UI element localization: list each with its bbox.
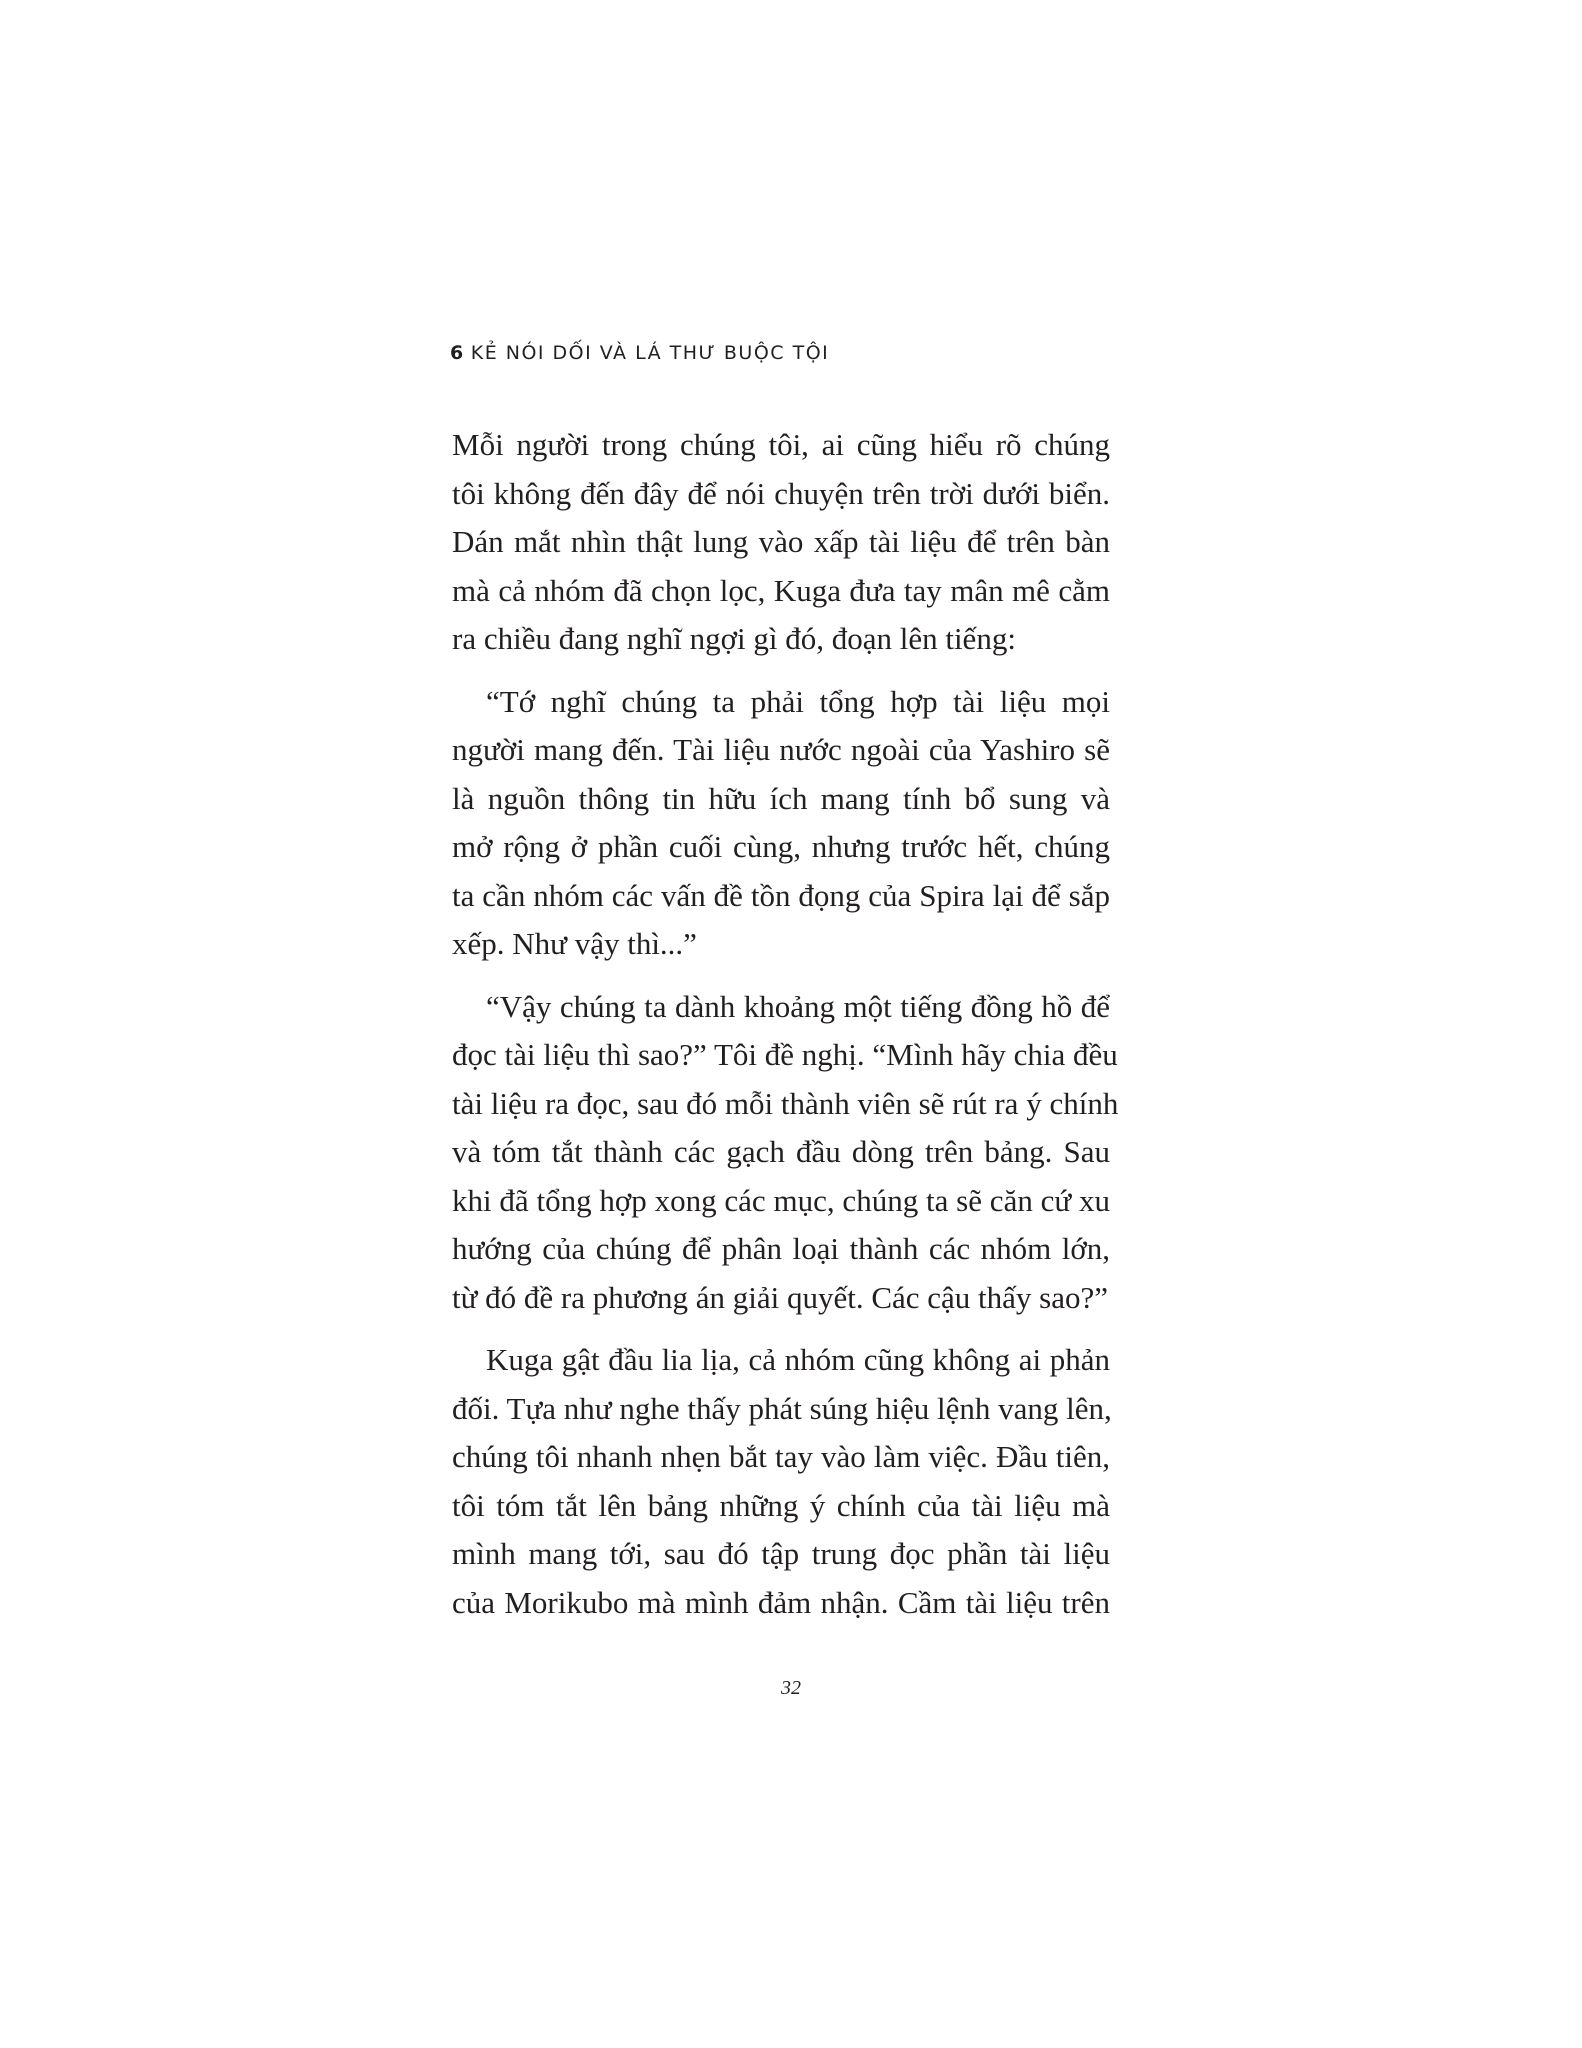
- paragraph-4: [452, 1336, 1110, 1627]
- text-line: của Morikubo mà mình đảm nhận. Cầm tài liệu trên: [452, 1584, 1110, 1620]
- page-number: 32: [781, 1677, 801, 1699]
- text-line: ta cần nhóm các vấn đề tồn đọng của Spira lại để sắp: [452, 877, 1110, 913]
- text-line: từ đó đề ra phương án giải quyết. Các cậu thấy sao?”: [452, 1279, 1108, 1315]
- paragraph-3: [452, 983, 1119, 1323]
- text-line: và tóm tắt thành các gạch đầu dòng trên bảng. Sau: [452, 1134, 1110, 1169]
- text-line: Mỗi người trong chúng tôi, ai cũng hiểu rõ chúng: [452, 427, 1110, 462]
- text-line: xếp. Như vậy thì...”: [452, 926, 697, 961]
- text-line: người mang đến. Tài liệu nước ngoài của Yashiro sẽ: [452, 732, 1110, 767]
- text-line: tôi không đến đây để nói chuyện trên trời dưới biển.: [452, 475, 1110, 511]
- text-line: đối. Tựa như nghe thấy phát súng hiệu lệnh vang lên,: [452, 1390, 1112, 1426]
- text-line: mình mang tới, sau đó tập trung đọc phần tài liệu: [452, 1536, 1110, 1571]
- text-line: “Tớ nghĩ chúng ta phải tổng hợp tài liệu mọi: [486, 683, 1110, 719]
- paragraph-1: [452, 421, 1110, 664]
- text-line: Dán mắt nhìn thật lung vào xấp tài liệu để trên bàn: [452, 524, 1110, 559]
- text-line: “Vậy chúng ta dành khoảng một tiếng đồng hồ để: [486, 988, 1110, 1024]
- text-line: Kuga gật đầu lia lịa, cả nhóm cũng không ai phản: [486, 1342, 1110, 1377]
- text-line: tôi tóm tắt lên bảng những ý chính của tài liệu mà: [452, 1487, 1110, 1523]
- body-text: [452, 421, 1119, 1641]
- chapter-number: 6: [450, 342, 465, 364]
- text-line: đọc tài liệu thì sao?” Tôi đề nghị. “Mình hãy chia đều: [452, 1037, 1118, 1072]
- text-line: mở rộng ở phần cuối cùng, nhưng trước hết, chúng: [452, 829, 1110, 864]
- paragraph-2: [452, 678, 1110, 969]
- text-line: mà cả nhóm đã chọn lọc, Kuga đưa tay mân mê cằm: [452, 572, 1110, 608]
- text-line: ra chiều đang nghĩ ngợi gì đó, đoạn lên tiếng:: [452, 621, 1016, 656]
- text-line: chúng tôi nhanh nhẹn bắt tay vào làm việc. Đầu tiên,: [452, 1439, 1110, 1474]
- text-line: khi đã tổng hợp xong các mục, chúng ta sẽ căn cứ xu: [452, 1182, 1110, 1218]
- text-line: tài liệu ra đọc, sau đó mỗi thành viên sẽ rút ra ý chính: [452, 1085, 1119, 1121]
- running-header: [450, 342, 829, 364]
- text-line: là nguồn thông tin hữu ích mang tính bổ sung và: [452, 780, 1110, 816]
- book-title: KẺ NÓI DỐI VÀ LÁ THƯ BUỘC TỘI: [470, 342, 830, 364]
- text-line: hướng của chúng để phân loại thành các nhóm lớn,: [452, 1231, 1110, 1266]
